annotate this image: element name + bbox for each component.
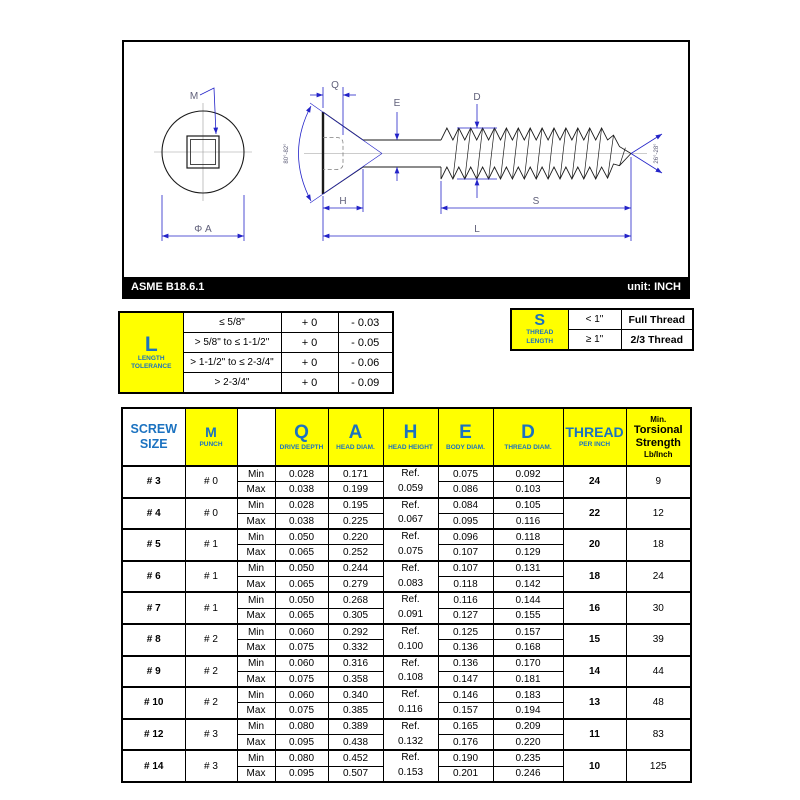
threads-per-inch-cell: 22 (563, 498, 626, 530)
header-screw-line1: SCREW (130, 422, 178, 436)
header-torsional-strength (626, 408, 691, 466)
drive-depth-max-cell: 0.075 (275, 703, 328, 719)
head-height-ref: Ref. (401, 531, 420, 543)
body-diam-min-cell: 0.165 (438, 719, 493, 735)
threads-per-inch-cell: 18 (563, 561, 626, 593)
header-screw-line2: SIZE (139, 437, 168, 451)
spec-header-row (122, 408, 691, 466)
head-height-cell (383, 498, 438, 530)
spec-row-min (122, 529, 691, 545)
drive-depth-max-cell: 0.038 (275, 482, 328, 498)
threads-per-inch-cell: 20 (563, 529, 626, 561)
body-diam-max-cell: 0.086 (438, 482, 493, 498)
thread-diam-max-cell: 0.168 (493, 640, 563, 656)
head-height-ref: Ref. (401, 720, 420, 732)
header-a (328, 408, 383, 466)
head-diam-min-cell: 0.389 (328, 719, 383, 735)
screw-size-cell: # 12 (122, 719, 185, 751)
max-label-cell: Max (237, 640, 275, 656)
head-diam-max-cell: 0.252 (328, 545, 383, 561)
label-h: H (339, 196, 347, 207)
s-symbol: S (534, 312, 546, 330)
label-d: D (473, 92, 481, 103)
header-h-sub: HEAD HEIGHT (388, 443, 433, 451)
screw-size-cell: # 5 (122, 529, 185, 561)
screw-technical-drawing (124, 42, 688, 277)
torsional-strength-cell: 12 (626, 498, 691, 530)
head-diam-min-cell: 0.452 (328, 750, 383, 766)
head-height-ref: Ref. (401, 752, 420, 764)
thread-diam-max-cell: 0.129 (493, 545, 563, 561)
spec-row-min (122, 750, 691, 766)
body-diam-min-cell: 0.075 (438, 466, 493, 482)
screw-size-cell: # 6 (122, 561, 185, 593)
drive-depth-max-cell: 0.065 (275, 577, 328, 593)
torsional-strength-cell: 83 (626, 719, 691, 751)
spec-row-min (122, 592, 691, 608)
thread-diam-min-cell: 0.144 (493, 592, 563, 608)
min-label-cell: Min (237, 656, 275, 672)
head-height-value: 0.108 (397, 672, 424, 684)
header-e-letter: E (459, 421, 472, 443)
thread-diam-max-cell: 0.220 (493, 735, 563, 751)
title-bar (124, 277, 688, 297)
screw-size-cell: # 3 (122, 466, 185, 498)
head-diam-min-cell: 0.340 (328, 687, 383, 703)
head-height-value: 0.132 (397, 735, 424, 747)
head-diam-min-cell: 0.268 (328, 592, 383, 608)
min-label-cell: Min (237, 687, 275, 703)
centerlines (154, 103, 647, 201)
header-a-sub: HEAD DIAM. (336, 443, 375, 451)
punch-size-cell: # 1 (185, 592, 237, 624)
head-height-ref: Ref. (401, 499, 420, 511)
head-diam-min-cell: 0.220 (328, 529, 383, 545)
head-height-value: 0.100 (397, 640, 424, 652)
thread-diam-max-cell: 0.181 (493, 671, 563, 687)
minus-tolerance-cell: - 0.05 (338, 333, 393, 353)
header-d-letter: D (521, 421, 535, 443)
header-strength-line4: Lb/Inch (644, 449, 673, 459)
head-height-value: 0.116 (398, 703, 423, 715)
max-label-cell: Max (237, 608, 275, 624)
torsional-strength-cell: 125 (626, 750, 691, 782)
thread-diam-max-cell: 0.155 (493, 608, 563, 624)
header-h-letter: H (403, 421, 418, 443)
drive-depth-min-cell: 0.028 (275, 466, 328, 482)
head-height-ref: Ref. (401, 657, 420, 669)
head-height-value: 0.075 (397, 545, 424, 557)
length-tolerance-table (118, 311, 394, 394)
header-strength-line2: Torsional (633, 424, 683, 437)
head-diam-max-cell: 0.358 (328, 671, 383, 687)
torsional-strength-cell: 30 (626, 592, 691, 624)
head-diam-max-cell: 0.279 (328, 577, 383, 593)
screw-size-cell: # 14 (122, 750, 185, 782)
standard-name: ASME B18.6.1 (131, 281, 205, 293)
max-label-cell: Max (237, 703, 275, 719)
label-phi-a: Φ A (194, 224, 212, 235)
header-screw-size (122, 408, 185, 466)
l-title-line2: TOLERANCE (131, 363, 172, 370)
head-height-ref: Ref. (401, 468, 420, 479)
punch-size-cell: # 3 (185, 750, 237, 782)
drive-depth-max-cell: 0.038 (275, 513, 328, 529)
head-diam-min-cell: 0.171 (328, 466, 383, 482)
min-label-cell: Min (237, 624, 275, 640)
body-diam-max-cell: 0.107 (438, 545, 493, 561)
header-a-letter: A (348, 421, 363, 443)
unit-label: unit: INCH (627, 281, 681, 293)
label-s: S (532, 196, 540, 207)
threads-per-inch-cell: 16 (563, 592, 626, 624)
body-diam-max-cell: 0.176 (438, 735, 493, 751)
drive-depth-max-cell: 0.075 (275, 640, 328, 656)
head-diam-min-cell: 0.292 (328, 624, 383, 640)
max-label-cell: Max (237, 545, 275, 561)
body-diam-max-cell: 0.147 (438, 671, 493, 687)
punch-size-cell: # 1 (185, 561, 237, 593)
min-label-cell: Min (237, 719, 275, 735)
head-height-cell (383, 529, 438, 561)
header-e (438, 408, 493, 466)
threads-per-inch-cell: 14 (563, 656, 626, 688)
header-thread-letter: THREAD (565, 424, 624, 441)
body-diam-min-cell: 0.116 (438, 592, 493, 608)
head-diam-max-cell: 0.507 (328, 766, 383, 782)
spec-row-min (122, 656, 691, 672)
head-diam-max-cell: 0.305 (328, 608, 383, 624)
thread-rule-cell: 2/3 Thread (621, 330, 693, 351)
head-diam-max-cell: 0.332 (328, 640, 383, 656)
l-symbol: L (144, 332, 158, 356)
head-height-cell (383, 624, 438, 656)
drive-depth-min-cell: 0.060 (275, 624, 328, 640)
header-d (493, 408, 563, 466)
drive-depth-max-cell: 0.095 (275, 735, 328, 751)
header-q-letter: Q (294, 421, 309, 443)
min-label-cell: Min (237, 466, 275, 482)
body-diam-min-cell: 0.136 (438, 656, 493, 672)
torsional-strength-cell: 48 (626, 687, 691, 719)
body-diam-max-cell: 0.157 (438, 703, 493, 719)
thread-rule-cell: Full Thread (621, 309, 693, 330)
max-label-cell: Max (237, 513, 275, 529)
spec-row-min (122, 624, 691, 640)
s-title-line2: LENGTH (526, 337, 554, 345)
body-diam-min-cell: 0.084 (438, 498, 493, 514)
thread-range-cell: < 1" (568, 309, 621, 330)
length-range-cell: > 1-1/2" to ≤ 2-3/4" (183, 353, 281, 373)
screw-size-cell: # 9 (122, 656, 185, 688)
header-e-sub: BODY DIAM. (446, 443, 485, 451)
length-tolerance-row (119, 312, 393, 333)
screw-size-cell: # 8 (122, 624, 185, 656)
header-minmax-empty (237, 408, 275, 466)
threads-per-inch-cell: 10 (563, 750, 626, 782)
plus-tolerance-cell: + 0 (281, 373, 338, 394)
drive-depth-min-cell: 0.050 (275, 561, 328, 577)
head-height-cell (383, 750, 438, 782)
thread-diam-max-cell: 0.142 (493, 577, 563, 593)
thread-diam-min-cell: 0.170 (493, 656, 563, 672)
drive-depth-max-cell: 0.075 (275, 671, 328, 687)
s-symbol-cell (511, 309, 568, 350)
thread-range-cell: ≥ 1" (568, 330, 621, 351)
head-height-cell (383, 719, 438, 751)
torsional-strength-cell: 9 (626, 466, 691, 498)
header-d-sub: THREAD DIAM. (504, 443, 552, 451)
head-diam-min-cell: 0.195 (328, 498, 383, 514)
screw-size-cell: # 4 (122, 498, 185, 530)
header-thread-per-inch (563, 408, 626, 466)
head-height-value: 0.083 (397, 577, 424, 589)
drawing-panel (122, 40, 690, 299)
header-m-punch (185, 408, 237, 466)
plus-tolerance-cell: + 0 (281, 353, 338, 373)
drive-depth-min-cell: 0.028 (275, 498, 328, 514)
spec-row-min (122, 561, 691, 577)
head-height-cell (383, 687, 438, 719)
thread-bottom-profile (441, 154, 631, 180)
head-height-ref: Ref. (401, 594, 420, 606)
thread-diam-min-cell: 0.157 (493, 624, 563, 640)
thread-length-row (511, 309, 693, 330)
min-label-cell: Min (237, 529, 275, 545)
head-diam-min-cell: 0.244 (328, 561, 383, 577)
thread-diam-max-cell: 0.194 (493, 703, 563, 719)
body-diam-max-cell: 0.201 (438, 766, 493, 782)
head-diam-max-cell: 0.225 (328, 513, 383, 529)
body-diam-max-cell: 0.136 (438, 640, 493, 656)
threads-per-inch-cell: 24 (563, 466, 626, 498)
header-q (275, 408, 328, 466)
label-head-angle: 80°-82° (284, 143, 290, 164)
min-label-cell: Min (237, 498, 275, 514)
body-diam-min-cell: 0.096 (438, 529, 493, 545)
head-height-cell (383, 561, 438, 593)
screw-size-cell: # 10 (122, 687, 185, 719)
punch-size-cell: # 2 (185, 656, 237, 688)
drive-depth-max-cell: 0.095 (275, 766, 328, 782)
drive-depth-max-cell: 0.065 (275, 545, 328, 561)
label-q: Q (331, 80, 339, 91)
label-l: L (474, 224, 480, 235)
torsional-strength-cell: 39 (626, 624, 691, 656)
punch-size-cell: # 3 (185, 719, 237, 751)
punch-size-cell: # 0 (185, 466, 237, 498)
thread-diam-min-cell: 0.105 (493, 498, 563, 514)
header-m-sub: PUNCH (199, 441, 223, 449)
torsional-strength-cell: 24 (626, 561, 691, 593)
header-h (383, 408, 438, 466)
label-e: E (393, 98, 401, 109)
head-height-ref: Ref. (401, 689, 420, 701)
threads-per-inch-cell: 15 (563, 624, 626, 656)
punch-size-cell: # 2 (185, 624, 237, 656)
l-symbol-cell (119, 312, 183, 393)
thread-diam-max-cell: 0.246 (493, 766, 563, 782)
head-height-value: 0.067 (397, 514, 424, 526)
drive-depth-min-cell: 0.060 (275, 687, 328, 703)
punch-size-cell: # 2 (185, 687, 237, 719)
body-diam-min-cell: 0.125 (438, 624, 493, 640)
drive-depth-min-cell: 0.060 (275, 656, 328, 672)
plus-tolerance-cell: + 0 (281, 333, 338, 353)
drive-depth-min-cell: 0.080 (275, 719, 328, 735)
head-diam-max-cell: 0.199 (328, 482, 383, 498)
drive-depth-max-cell: 0.065 (275, 608, 328, 624)
thread-diam-max-cell: 0.116 (493, 513, 563, 529)
max-label-cell: Max (237, 482, 275, 498)
head-diam-max-cell: 0.438 (328, 735, 383, 751)
label-tip-angle: 26°-28° (654, 143, 660, 164)
head-diam-max-cell: 0.385 (328, 703, 383, 719)
drive-depth-min-cell: 0.080 (275, 750, 328, 766)
body-diam-max-cell: 0.118 (438, 577, 493, 593)
minus-tolerance-cell: - 0.09 (338, 373, 393, 394)
punch-size-cell: # 0 (185, 498, 237, 530)
head-height-cell (383, 592, 438, 624)
thread-diam-min-cell: 0.209 (493, 719, 563, 735)
head-height-value: 0.059 (397, 482, 424, 494)
plus-tolerance-cell: + 0 (281, 312, 338, 333)
l-title-line1: LENGTH (137, 354, 165, 362)
body-diam-max-cell: 0.095 (438, 513, 493, 529)
dimension-labels (190, 80, 660, 235)
header-q-sub: DRIVE DEPTH (279, 443, 324, 451)
thread-diam-min-cell: 0.131 (493, 561, 563, 577)
head-height-cell (383, 656, 438, 688)
spec-row-min (122, 687, 691, 703)
max-label-cell: Max (237, 577, 275, 593)
spec-row-min (122, 719, 691, 735)
head-height-value: 0.091 (397, 609, 424, 621)
thread-diam-min-cell: 0.235 (493, 750, 563, 766)
screw-size-cell: # 7 (122, 592, 185, 624)
thread-length-table (510, 308, 694, 351)
body-diam-min-cell: 0.190 (438, 750, 493, 766)
dimension-lines (162, 87, 662, 241)
head-diam-min-cell: 0.316 (328, 656, 383, 672)
length-range-cell: ≤ 5/8" (183, 312, 281, 333)
max-label-cell: Max (237, 766, 275, 782)
header-m-letter: M (205, 424, 217, 441)
torsional-strength-cell: 18 (626, 529, 691, 561)
head-height-ref: Ref. (401, 562, 420, 574)
body-diam-min-cell: 0.146 (438, 687, 493, 703)
max-label-cell: Max (237, 735, 275, 751)
min-label-cell: Min (237, 592, 275, 608)
drive-depth-min-cell: 0.050 (275, 592, 328, 608)
min-label-cell: Min (237, 750, 275, 766)
header-strength-line1: Min. (650, 414, 667, 424)
threads-per-inch-cell: 11 (563, 719, 626, 751)
header-strength-line3: Strength (635, 437, 681, 449)
thread-diam-min-cell: 0.183 (493, 687, 563, 703)
thread-diam-min-cell: 0.118 (493, 529, 563, 545)
length-range-cell: > 5/8" to ≤ 1-1/2" (183, 333, 281, 353)
threads-per-inch-cell: 13 (563, 687, 626, 719)
spec-row-min (122, 466, 691, 482)
thread-diam-min-cell: 0.092 (493, 466, 563, 482)
torsional-strength-cell: 44 (626, 656, 691, 688)
drive-depth-min-cell: 0.050 (275, 529, 328, 545)
head-height-ref: Ref. (401, 625, 420, 637)
head-height-value: 0.153 (397, 767, 424, 779)
label-m: M (189, 91, 199, 102)
minus-tolerance-cell: - 0.06 (338, 353, 393, 373)
body-diam-max-cell: 0.127 (438, 608, 493, 624)
s-title-line1: THREAD (526, 329, 554, 337)
minus-tolerance-cell: - 0.03 (338, 312, 393, 333)
screw-spec-table (121, 407, 692, 783)
header-thread-sub: PER INCH (578, 441, 611, 449)
min-label-cell: Min (237, 561, 275, 577)
punch-size-cell: # 1 (185, 529, 237, 561)
body-diam-min-cell: 0.107 (438, 561, 493, 577)
max-label-cell: Max (237, 671, 275, 687)
length-range-cell: > 2-3/4" (183, 373, 281, 394)
head-height-cell (383, 466, 438, 498)
spec-row-min (122, 498, 691, 514)
thread-diam-max-cell: 0.103 (493, 482, 563, 498)
